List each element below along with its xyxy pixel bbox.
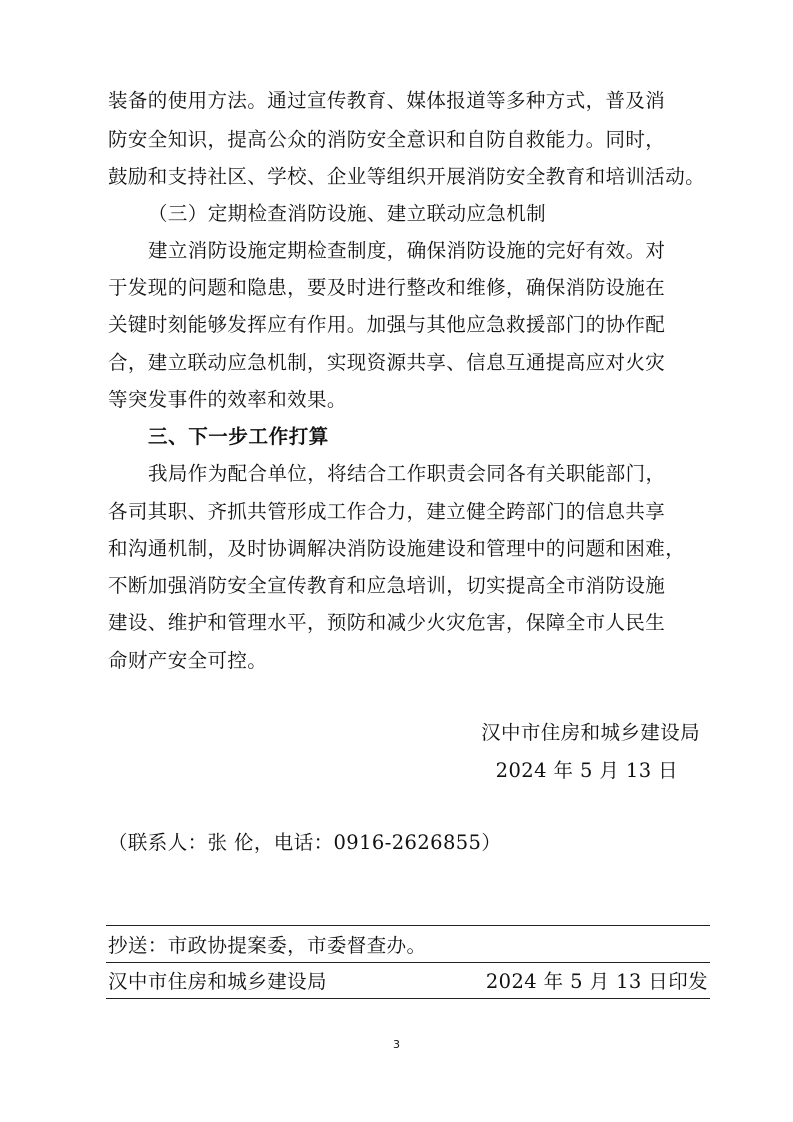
body-line: 等突发事件的效率和效果。 — [108, 388, 347, 411]
cc-recipients: 抄送：市政协提案委，市委督查办。 — [108, 934, 427, 957]
signature-org: 汉中市住房和城乡建设局 — [481, 721, 700, 744]
body-line: 关键时刻能够发挥应有作用。加强与其他应急救援部门的协作配 — [108, 313, 666, 336]
body-line: 建立消防设施定期检查制度，确保消防设施的完好有效。对 — [148, 239, 666, 262]
footer-rule-top — [106, 925, 710, 926]
section-heading: （三）定期检查消防设施、建立联动应急机制 — [148, 202, 547, 225]
body-line: 各司其职、齐抓共管形成工作合力，建立健全跨部门的信息共享 — [108, 500, 666, 523]
body-line: 不断加强消防安全宣传教育和应急培训，切实提高全市消防设施 — [108, 574, 666, 597]
footer-cc-row — [108, 933, 708, 959]
signature-date: 2024 年 5 月 13 日 — [495, 759, 678, 782]
footer-rule-bottom — [106, 998, 710, 999]
issuer-org: 汉中市住房和城乡建设局 — [108, 970, 327, 993]
body-line: 于发现的问题和隐患，要及时进行整改和维修，确保消防设施在 — [108, 276, 666, 299]
part-heading: 三、下一步工作打算 — [148, 425, 329, 448]
body-line: 防安全知识，提高公众的消防安全意识和自防自救能力。同时， — [108, 128, 666, 151]
body-line: 建设、维护和管理水平，预防和减少火灾危害，保障全市人民生 — [108, 611, 666, 634]
body-line: 和沟通机制，及时协调解决消防设施建设和管理中的问题和困难， — [108, 537, 686, 560]
body-line: 合，建立联动应急机制，实现资源共享、信息互通提高应对火灾 — [108, 351, 666, 374]
body-line: 鼓励和支持社区、学校、企业等组织开展消防安全教育和培训活动。 — [108, 165, 706, 188]
body-line: 命财产安全可控。 — [108, 649, 268, 672]
footer-rule-middle — [106, 962, 710, 963]
page-number: 3 — [393, 1038, 400, 1051]
issue-date: 2024 年 5 月 13 日印发 — [485, 970, 708, 993]
footer-issue-row — [108, 969, 708, 995]
body-line: 我局作为配合单位，将结合工作职责会同各有关职能部门， — [148, 462, 666, 485]
contact-info: （联系人：张 伦，电话：0916-2626855） — [108, 831, 502, 854]
body-line: 装备的使用方法。通过宣传教育、媒体报道等多种方式，普及消 — [108, 89, 666, 112]
